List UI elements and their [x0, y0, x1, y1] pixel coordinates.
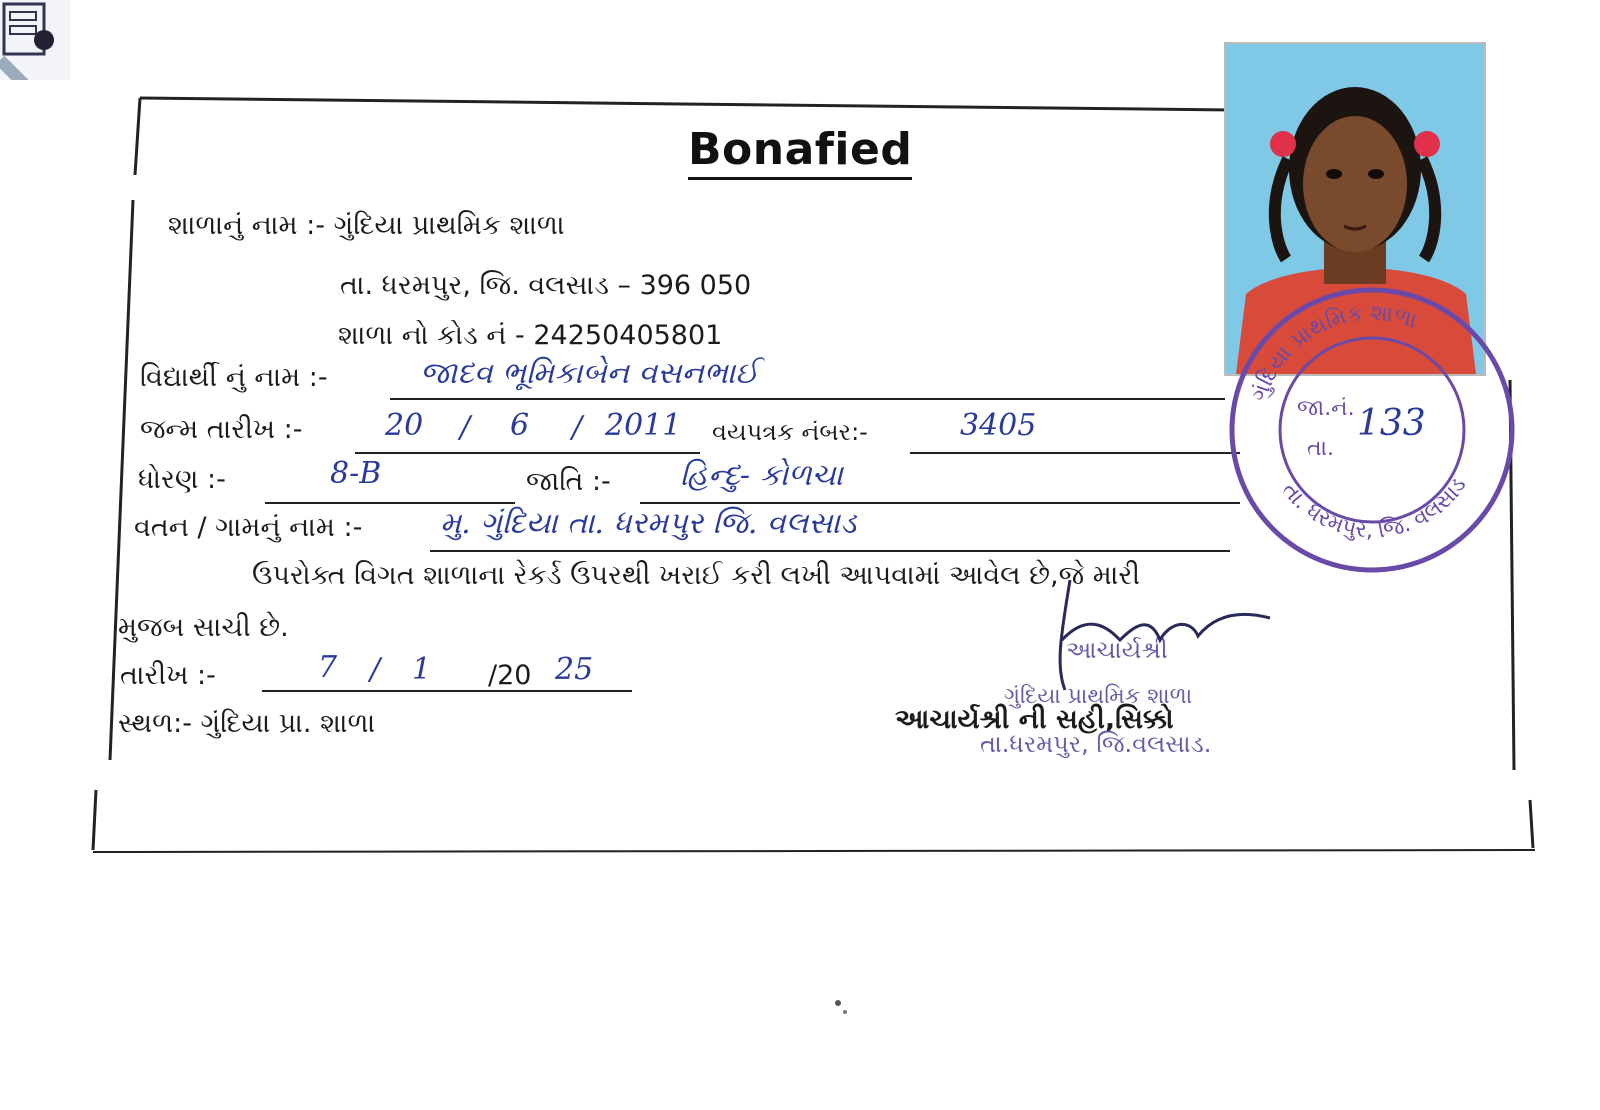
round-stamp-date-label: તા.: [1307, 436, 1334, 461]
round-school-stamp: [1222, 270, 1522, 580]
student-name-value: જાદવ ભૂમિકાબેન વસનભાઈ: [420, 356, 759, 391]
round-stamp-top-arc: ગુંદિયા પ્રાથમિક શાળા: [1247, 300, 1420, 405]
village-label: વતન / ગામનું નામ :-: [134, 512, 363, 543]
issue-date-year-prefix: /20: [488, 660, 532, 691]
dob-sep-2: /: [572, 410, 583, 445]
issue-date-label: તારીખ :-: [120, 660, 216, 691]
dob-underline: [355, 452, 700, 454]
issue-date-year-suffix: 25: [555, 652, 594, 687]
issue-date-month: 1: [412, 652, 432, 687]
principal-stamp-line-1: આચાર્યશ્રી: [1066, 636, 1168, 664]
register-value: 3405: [960, 408, 1037, 443]
school-address: તા. ધરમપુર, જિ. વલસાડ – 396 050: [340, 270, 752, 301]
school-name-label: શાળાનું નામ :-: [168, 210, 326, 241]
dob-day: 20: [385, 408, 424, 443]
caste-underline: [640, 502, 1240, 504]
student-name-underline: [390, 398, 1225, 400]
round-stamp-no-label: જા.નં.: [1297, 396, 1355, 421]
statement-line-2: મુજબ સાચી છે.: [118, 612, 289, 643]
statement-line-1: ઉપરોક્ત વિગત શાળાના રેકર્ડ ઉપરથી ખરાઈ કરી લખી આપવામાં આવેલ છે,જે મારી: [252, 560, 1141, 591]
place-line: સ્થળ:- ગુંદિયા પ્રા. શાળા: [118, 708, 376, 739]
issue-date-sep: /: [370, 652, 381, 687]
dob-label: જન્મ તારીખ :-: [140, 414, 303, 445]
caste-label: જાતિ :-: [526, 466, 611, 497]
village-underline: [430, 550, 1230, 552]
standard-label: ધોરણ :-: [138, 464, 226, 495]
principal-stamp-line-2: ગુંદિયા પ્રાથમિક શાળા: [1004, 684, 1193, 709]
register-label: વયપત્રક નંબર:-: [712, 418, 868, 446]
issue-date-underline: [262, 690, 632, 692]
principal-signature-scribble: [1040, 570, 1280, 700]
school-code: શાળા નો કોડ નં - 24250405801: [338, 320, 723, 351]
village-value: મુ. ગુંદિયા તા. ધરમપુર જિ. વલસાડ: [440, 506, 857, 541]
school-name-row: [168, 210, 565, 242]
standard-underline: [265, 502, 515, 504]
certificate-title: Bonafied: [688, 125, 912, 180]
dob-sep-1: /: [460, 410, 471, 445]
standard-value: 8-B: [330, 456, 382, 491]
dob-month: 6: [510, 408, 530, 443]
school-name: ગુંદિયા પ્રાથમિક શાળા: [333, 210, 565, 241]
round-stamp-no-value: 133: [1357, 403, 1426, 444]
principal-signature-label: આચાર્યશ્રી ની સહી,સિક્કો: [895, 704, 1174, 735]
caste-value: હિન્દુ- કોળચા: [680, 458, 844, 493]
issue-date-day: 7: [318, 650, 338, 685]
principal-stamp-line-3: તા.ધરમપુર, જિ.વલસાડ.: [980, 730, 1212, 758]
dob-year: 2011: [605, 408, 682, 443]
student-name-label: વિદ્યાર્થી નું નામ :-: [140, 362, 328, 393]
register-underline: [910, 452, 1240, 454]
round-stamp-bottom-arc: તા. ધરમપુર, જિ. વલસાડ: [1276, 473, 1472, 544]
